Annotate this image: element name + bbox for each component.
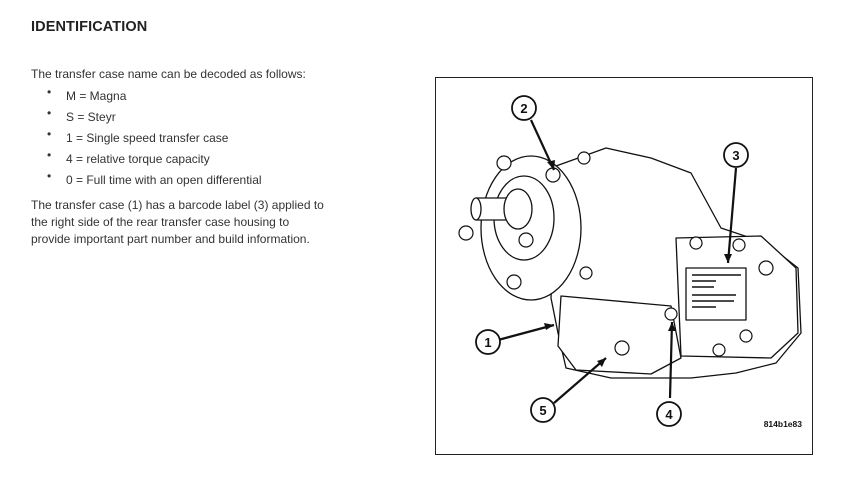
- list-item-text: 4 = relative torque capacity: [66, 152, 210, 166]
- bolt: [615, 341, 629, 355]
- bolt: [459, 226, 473, 240]
- transfer-case-figure: [435, 77, 813, 455]
- callout-label-4: 4: [665, 407, 673, 422]
- bullet-icon: •: [47, 127, 52, 141]
- bolt: [733, 239, 745, 251]
- list-item-text: 0 = Full time with an open differential: [66, 173, 262, 187]
- list-item: [31, 107, 262, 128]
- callout-label-5: 5: [539, 403, 547, 418]
- description-paragraph: The transfer case (1) has a barcode label (3) applied to the right side of the rear transfer case housing to provide important part number and build information.: [31, 198, 324, 246]
- bullet-icon: •: [47, 85, 52, 99]
- bolt: [519, 233, 533, 247]
- list-item-text: S = Steyr: [66, 110, 116, 124]
- bullet-icon: •: [47, 106, 52, 120]
- bolt: [690, 237, 702, 249]
- intro-text: The transfer case name can be decoded as follows:: [31, 67, 306, 81]
- callout-label-1: 1: [484, 335, 492, 350]
- list-item: [31, 149, 262, 170]
- list-item: [31, 170, 262, 191]
- bolt: [665, 308, 677, 320]
- list-item: [31, 86, 262, 107]
- bullet-icon: •: [47, 148, 52, 162]
- bolt: [578, 152, 590, 164]
- callout-label-2: 2: [520, 101, 528, 116]
- decode-list: [31, 86, 262, 191]
- list-item-text: M = Magna: [66, 89, 127, 103]
- bolt: [713, 344, 725, 356]
- callout-label-3: 3: [732, 148, 740, 163]
- bolt: [740, 330, 752, 342]
- list-item: [31, 128, 262, 149]
- bolt: [507, 275, 521, 289]
- bolt: [580, 267, 592, 279]
- bolt: [759, 261, 773, 275]
- bolt: [497, 156, 511, 170]
- list-item-text: 1 = Single speed transfer case: [66, 131, 229, 145]
- oil-pan: [558, 296, 681, 374]
- shaft-collar: [504, 189, 532, 229]
- page-title: IDENTIFICATION: [31, 19, 148, 35]
- shaft-end: [471, 198, 481, 220]
- bullet-icon: •: [47, 169, 52, 183]
- figure-code: 814b1e83: [763, 419, 802, 429]
- transfer-case-illustration: [436, 78, 812, 454]
